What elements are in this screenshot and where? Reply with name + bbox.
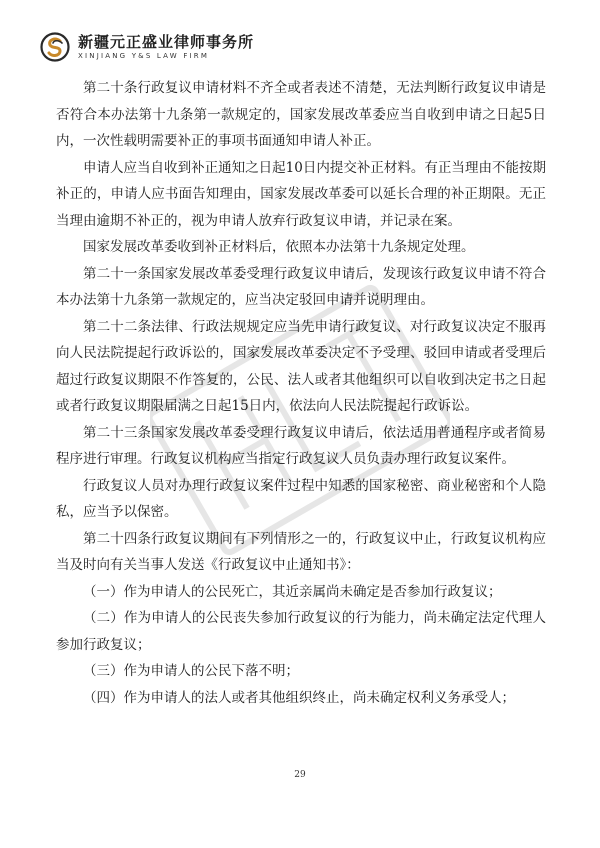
- paragraph: 第二十三条国家发展改革委受理行政复议申请后，依法适用普通程序或者简易程序进行审理。行政复议机构应当指定行政复议人员负责办理行政复议案件。: [56, 424, 546, 467]
- paragraph: 第二十二条法律、行政法规规定应当先申请行政复议、对行政复议决定不服再向人民法院提起行政诉讼的，国家发展改革委决定不予受理、驳回申请或者受理后超过行政复议期限不作答复的，公民、法人或者其他组织可以自收到决定书之日起或者行政复议期限届满之日起15日内，依法向人民法院提起行政诉讼。: [56, 318, 546, 414]
- firm-name-cn: 新疆元正盛业律师事务所: [78, 33, 255, 51]
- page-number: 29: [294, 770, 306, 780]
- paragraph: 第二十一条国家发展改革委受理行政复议申请后，发现该行政复议申请不符合本办法第十九条第一款规定的，应当决定驳回申请并说明理由。: [56, 265, 546, 308]
- paragraph: 申请人应当自收到补正通知之日起10日内提交补正材料。有正当理由不能按期补正的，申请人应书面告知理由，国家发展改革委可以延长合理的补正期限。无正当理由逾期不补正的，视为申请人放弃行政复议申请，并记录在案。: [56, 159, 546, 229]
- list-item: （一）作为申请人的公民死亡，其近亲属尚未确定是否参加行政复议；: [83, 583, 502, 600]
- list-item: （四）作为申请人的法人或者其他组织终止，尚未确定权利义务承受人；: [83, 689, 515, 706]
- paragraph: 国家发展改革委收到补正材料后，依照本办法第十九条规定处理。: [83, 239, 475, 255]
- page-header: [40, 30, 254, 64]
- paragraph: 行政复议人员对办理行政复议案件过程中知悉的国家秘密、商业秘密和个人隐私，应当予以保密。: [56, 477, 546, 520]
- paragraph: 第二十条行政复议申请材料不齐全或者表述不清楚，无法判断行政复议申请是否符合本办法第十九条第一款规定的，国家发展改革委应当自收到申请之日起5日内，一次性载明需要补正的事项书面通知申请人补正。: [56, 80, 546, 149]
- document-body: [56, 75, 546, 711]
- firm-name-en: XINJIANG Y&S LAW FIRM: [78, 52, 210, 60]
- list-item: （二）作为申请人的公民丧失参加行政复议的行为能力，尚未确定法定代理人参加行政复议；: [56, 610, 546, 653]
- paragraph: 第二十四条行政复议期间有下列情形之一的，行政复议中止，行政复议机构应当及时向有关当事人发送《行政复议中止通知书》：: [56, 530, 546, 573]
- list-item: （三）作为申请人的公民下落不明；: [83, 663, 299, 679]
- swirl-logo-icon: [40, 32, 70, 62]
